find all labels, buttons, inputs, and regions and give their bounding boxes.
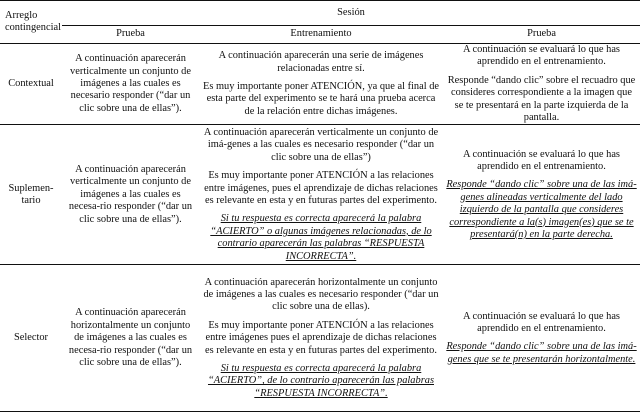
header-session: Sesión (62, 1, 640, 26)
paragraph: A continuación se evaluará lo que has aprendido en el entrenamiento. (463, 310, 620, 335)
cell-prueba-2 (443, 265, 640, 412)
paragraph: A continuación aparecerán horizontalmente un conjunto de imágenes a las cuales es necesario responder (“dar un clic sobre una de ellas). (203, 276, 439, 313)
paragraph-emphasis: Responde “dando clic” sobre una de las imá-genes que se te presentarán horizontalmente. (446, 341, 637, 365)
table-row (0, 125, 640, 265)
cell-prueba-1: A continuación aparecerán verticalmente un conjunto de imágenes a las cuales es necesario responder (“dar un clic sobre una de ellas”). (62, 44, 199, 125)
paragraph: Responde “dando clic” sobre el recuadro que consideres correspondiente a la imagen que se te presentará en la parte izquierda de la pantalla. (447, 74, 636, 124)
paragraph-emphasis: Si tu respuesta es correcta aparecerá la palabra “ACIERTO”, de lo contrario aparecerán las palabras “RESPUESTA INCORRECTA”. (207, 363, 434, 399)
paragraph: Es muy importante poner ATENCIÓN a las relaciones entre imágenes pues el aprendizaje de dichas relaciones es relevante en esta y en futuras partes del experimento. (205, 319, 437, 356)
paragraph: Es muy importante poner ATENCIÓN, ya que al final de esta parte del experimento se te hará una prueba acerca de la relación entre dichas imágenes. (202, 81, 440, 117)
paragraph-emphasis: Si tu respuesta es correcta aparecerá la palabra “ACIERTO” o algunas imágenes relacionadas, de lo contrario aparecerán las palabras “RESPUESTA INCORRECTA”. (210, 213, 432, 262)
cell-prueba-1: A continuación aparecerán verticalmente un conjunto de imágenes a las cuales es necesa-rio responder (“dar un clic sobre una de ellas”). (62, 125, 199, 265)
header-entrenamiento: Entrenamiento (199, 26, 443, 44)
cell-prueba-2 (443, 44, 640, 125)
header-arreglo: Arreglo contingencial (0, 1, 62, 44)
paragraph-emphasis: Responde “dando clic” sobre una de las imá-genes alineadas verticalmente del lado izquierdo de la pantalla que consideres correspondiente a la(s) imagen(es) que se te presentará(n) en la parte derecha. (446, 179, 637, 240)
cell-entrenamiento (199, 44, 443, 125)
table-row (0, 44, 640, 125)
header-prueba-2: Prueba (443, 26, 640, 44)
cell-entrenamiento (199, 125, 443, 265)
row-name-selector: Selector (0, 265, 62, 412)
paragraph: A continuación se evaluará lo que has aprendido en el entrenamiento. (463, 44, 620, 68)
paragraph: A continuación aparecerán una serie de imágenes relacionadas entre sí. (218, 50, 424, 74)
table-row (0, 265, 640, 412)
row-name-contextual: Contextual (0, 44, 62, 125)
paragraph: Es muy importante poner ATENCIÓN a las relaciones entre imágenes, pues el aprendizaje de dichas relaciones es relevante en esta y en futuras partes del experimento. (204, 170, 438, 206)
cell-prueba-2 (443, 125, 640, 265)
paragraph: A continuación se evaluará lo que has aprendido en el entrenamiento. (463, 148, 620, 172)
paragraph: A continuación aparecerán verticalmente un conjunto de imá-genes a las cuales es necesario responder (“dar un clic sobre una de ellas”) (203, 126, 439, 163)
cell-entrenamiento (199, 265, 443, 412)
row-name-suplementario: Suplemen-tario (0, 125, 62, 265)
cell-prueba-1: A continuación aparecerán horizontalmente un conjunto de imágenes a las cuales es necesa-rio responder (“dar un clic sobre una de ellas”). (62, 265, 199, 412)
header-prueba-1: Prueba (62, 26, 199, 44)
